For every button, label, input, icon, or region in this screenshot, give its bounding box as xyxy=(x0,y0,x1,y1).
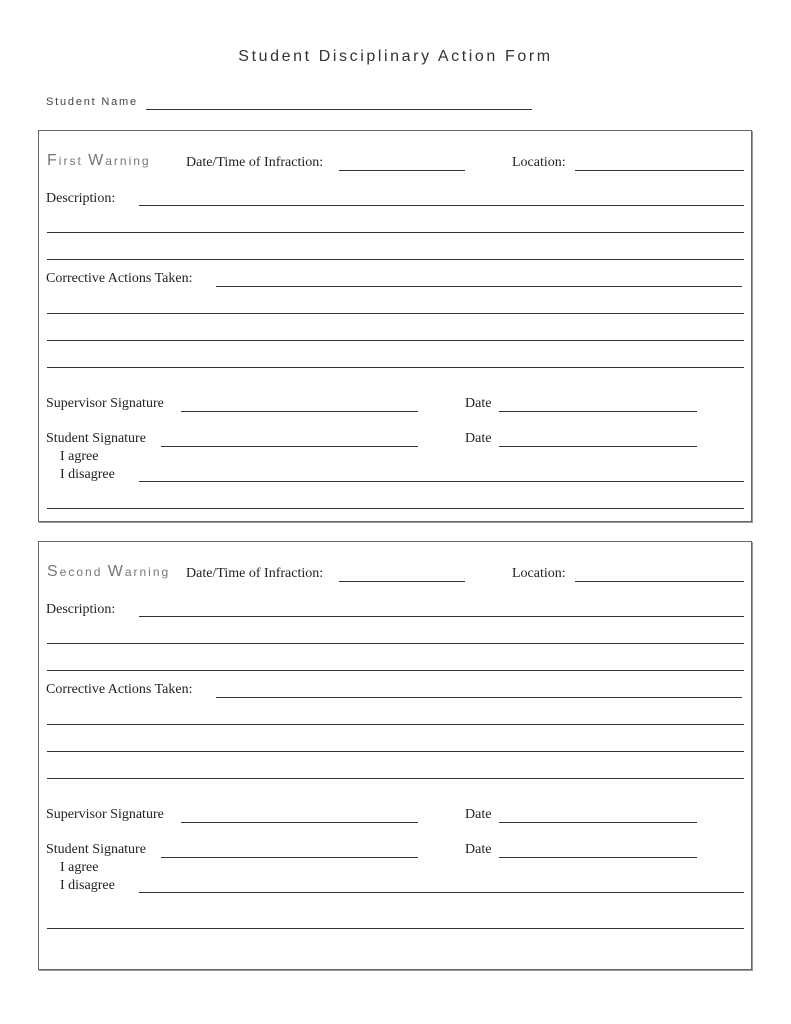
second-warning-section xyxy=(38,541,752,970)
comment-line-2[interactable] xyxy=(47,928,744,929)
supervisor-date-field[interactable] xyxy=(499,411,697,412)
first-warning-section xyxy=(38,130,752,522)
location-field[interactable] xyxy=(575,581,744,582)
date-label: Date xyxy=(465,396,492,411)
corrective-line-1[interactable] xyxy=(216,286,742,287)
supervisor-signature-label: Supervisor Signature xyxy=(46,396,164,411)
supervisor-date-field[interactable] xyxy=(499,822,697,823)
supervisor-signature-label: Supervisor Signature xyxy=(46,807,164,822)
corrective-line-3[interactable] xyxy=(47,340,744,341)
description-line-2[interactable] xyxy=(47,643,744,644)
student-signature-field[interactable] xyxy=(161,857,418,858)
disagree-option[interactable]: I disagree xyxy=(60,878,115,893)
date-label: Date xyxy=(465,842,492,857)
datetime-field[interactable] xyxy=(339,170,465,171)
corrective-label: Corrective Actions Taken: xyxy=(46,682,193,697)
description-label: Description: xyxy=(46,191,116,206)
student-name-field[interactable] xyxy=(146,109,532,110)
comment-line-1[interactable] xyxy=(139,892,744,893)
description-label: Description: xyxy=(46,602,116,617)
student-date-field[interactable] xyxy=(499,446,697,447)
student-signature-label: Student Signature xyxy=(46,842,146,857)
student-name-label: Student Name xyxy=(46,96,138,108)
description-line-3[interactable] xyxy=(47,670,744,671)
supervisor-signature-field[interactable] xyxy=(181,822,418,823)
description-line-2[interactable] xyxy=(47,232,744,233)
disagree-option[interactable]: I disagree xyxy=(60,467,115,482)
corrective-label: Corrective Actions Taken: xyxy=(46,271,193,286)
form-title: Student Disciplinary Action Form xyxy=(238,48,553,65)
description-line-1[interactable] xyxy=(139,616,744,617)
warning-title: Second Warning xyxy=(47,563,171,580)
corrective-line-1[interactable] xyxy=(216,697,742,698)
description-line-1[interactable] xyxy=(139,205,744,206)
student-date-field[interactable] xyxy=(499,857,697,858)
datetime-field[interactable] xyxy=(339,581,465,582)
date-label: Date xyxy=(465,431,492,446)
corrective-line-3[interactable] xyxy=(47,751,744,752)
corrective-line-4[interactable] xyxy=(47,367,744,368)
student-signature-label: Student Signature xyxy=(46,431,146,446)
comment-line-2[interactable] xyxy=(47,508,744,509)
agree-option[interactable]: I agree xyxy=(60,860,99,875)
warning-title: First Warning xyxy=(47,152,151,169)
corrective-line-4[interactable] xyxy=(47,778,744,779)
location-label: Location: xyxy=(512,155,566,170)
agree-option[interactable]: I agree xyxy=(60,449,99,464)
comment-line-1[interactable] xyxy=(139,481,744,482)
date-label: Date xyxy=(465,807,492,822)
datetime-label: Date/Time of Infraction: xyxy=(186,155,324,170)
corrective-line-2[interactable] xyxy=(47,724,744,725)
student-signature-field[interactable] xyxy=(161,446,418,447)
corrective-line-2[interactable] xyxy=(47,313,744,314)
location-label: Location: xyxy=(512,566,566,581)
supervisor-signature-field[interactable] xyxy=(181,411,418,412)
datetime-label: Date/Time of Infraction: xyxy=(186,566,324,581)
location-field[interactable] xyxy=(575,170,744,171)
description-line-3[interactable] xyxy=(47,259,744,260)
